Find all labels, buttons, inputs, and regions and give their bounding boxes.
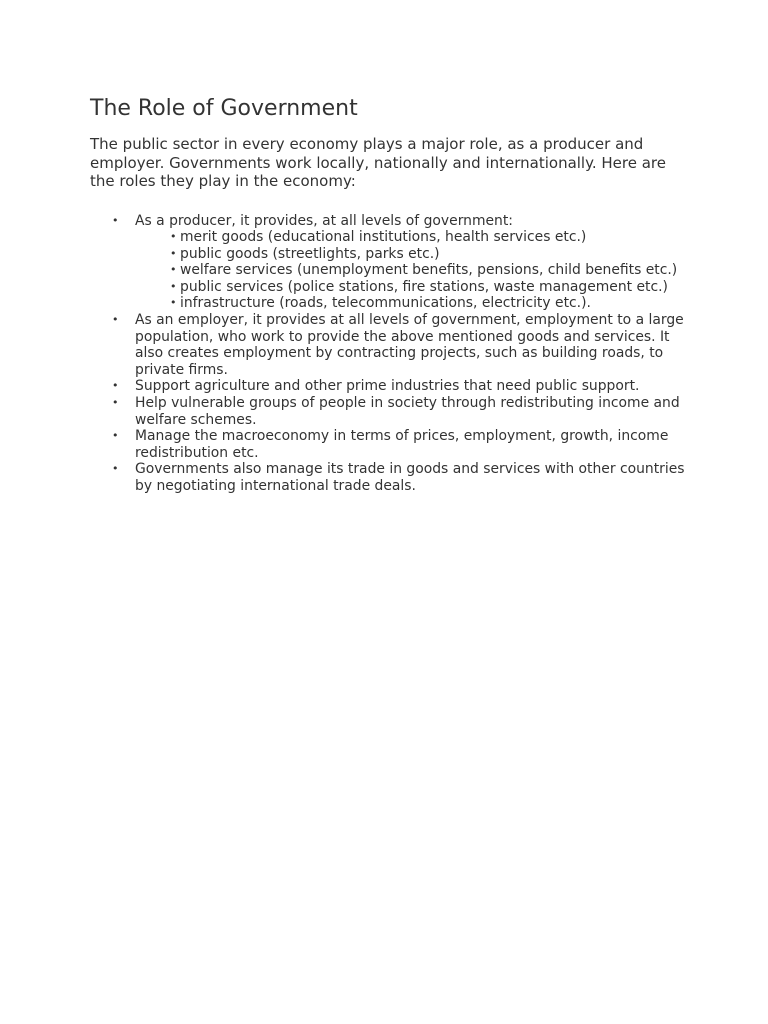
bullet-icon: • — [170, 263, 177, 277]
sublist-item — [135, 229, 690, 246]
sublist-item-text: public services (police stations, fire stations, waste management etc.) — [180, 278, 668, 295]
role-item-macroeconomy — [90, 428, 690, 461]
bullet-icon: • — [170, 246, 177, 260]
bullet-icon: • — [112, 379, 119, 393]
bullet-icon: • — [170, 296, 177, 310]
role-item-trade — [90, 461, 690, 494]
bullet-icon: • — [170, 230, 177, 244]
role-text: Governments also manage its trade in goods and services with other countries by negotiating international trade deals. — [135, 461, 685, 494]
bullet-icon: • — [112, 462, 119, 476]
role-text: Support agriculture and other prime industries that need public support. — [135, 378, 640, 395]
document-page — [90, 92, 690, 495]
role-item-agriculture — [90, 378, 690, 395]
role-text: As a producer, it provides, at all levels of government: — [135, 212, 513, 229]
role-item-producer — [90, 213, 690, 313]
sublist-item — [135, 279, 690, 296]
sublist-item — [135, 262, 690, 279]
sublist-item-text: merit goods (educational institutions, health services etc.) — [180, 229, 587, 246]
role-text: Manage the macroeconomy in terms of prices, employment, growth, income redistribution etc. — [135, 428, 669, 461]
role-item-employer — [90, 312, 690, 378]
sublist-item-text: public goods (streetlights, parks etc.) — [180, 245, 440, 262]
sublist-item — [135, 295, 690, 312]
producer-sublist — [135, 229, 690, 312]
intro-paragraph: The public sector in every economy plays a major role, as a producer and employer. Governments work locally, nationally and internationally. Here are the roles they play in the economy: — [90, 135, 666, 190]
role-item-vulnerable-groups — [90, 395, 690, 428]
bullet-icon: • — [112, 213, 119, 227]
role-text: As an employer, it provides at all levels of government, employment to a large population, who work to provide the above mentioned goods and services. It also creates employment by contracting projects, such as building roads, to private firms. — [135, 312, 684, 378]
bullet-icon: • — [112, 429, 119, 443]
sublist-item-text: infrastructure (roads, telecommunications, electricity etc.). — [180, 295, 591, 312]
sublist-item-text: welfare services (unemployment benefits, pensions, child benefits etc.) — [180, 262, 678, 279]
role-text: Help vulnerable groups of people in society through redistributing income and welfare schemes. — [135, 395, 680, 428]
bullet-icon: • — [170, 279, 177, 293]
bullet-icon: • — [112, 396, 119, 410]
page-title: The Role of Government — [90, 96, 358, 121]
bullet-icon: • — [112, 313, 119, 327]
sublist-item — [135, 246, 690, 263]
roles-list — [90, 213, 690, 495]
